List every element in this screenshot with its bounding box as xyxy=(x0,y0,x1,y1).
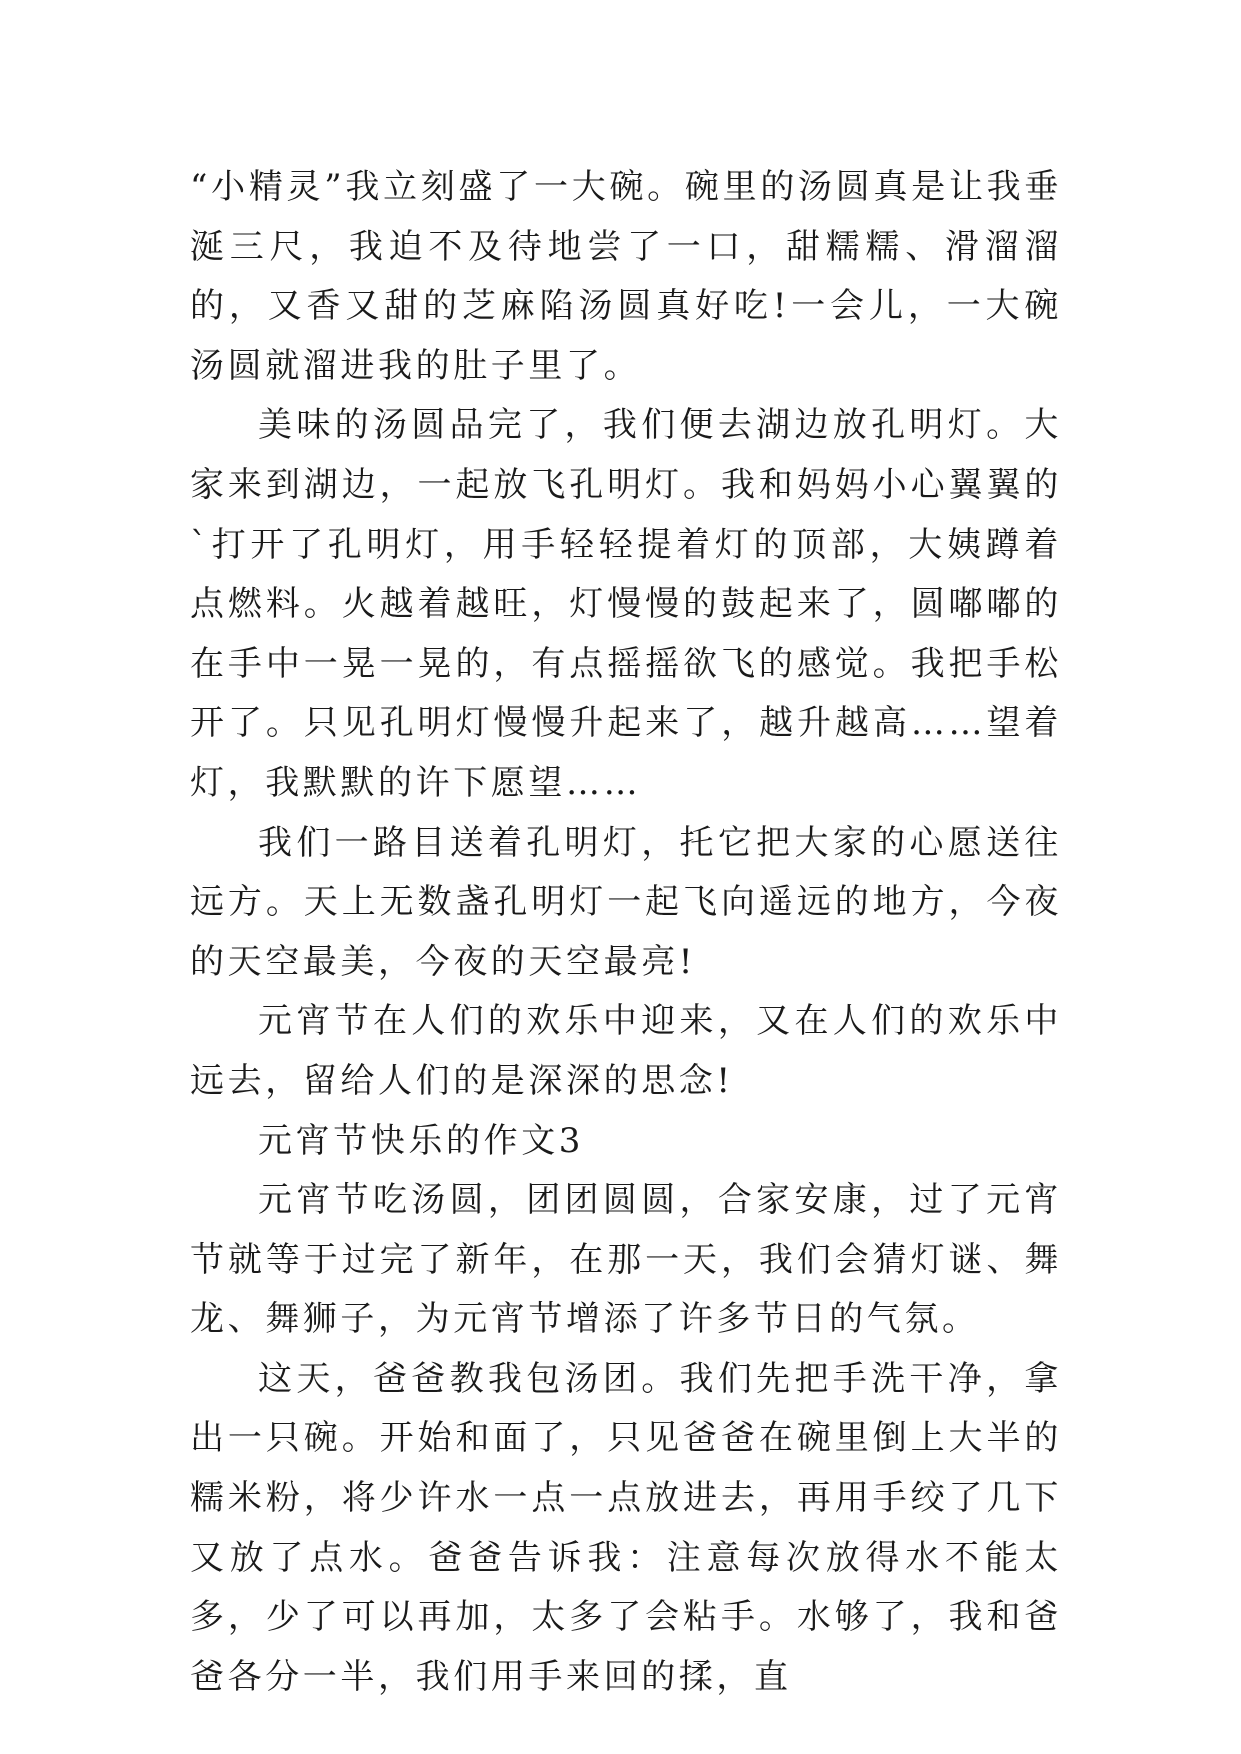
paragraph-lantern: 美味的汤圆品完了，我们便去湖边放孔明灯。大家来到湖边，一起放飞孔明灯。我和妈妈小心翼翼的`打开了孔明灯，用手轻轻提着灯的顶部，大姨蹲着点燃料。火越着越旺，灯慢慢的鼓起来了，圆嘟嘟的在手中一晃一晃的，有点摇摇欲飞的感觉。我把手松开了。只见孔明灯慢慢升起来了，越升越高……望着灯，我默默的许下愿望…… xyxy=(190,405,1062,803)
paragraph-farewell: 元宵节在人们的欢乐中迎来，又在人们的欢乐中远去，留给人们的是深深的思念! xyxy=(190,1001,1062,1101)
paragraph-tangyuan: “小精灵”我立刻盛了一大碗。碗里的汤圆真是让我垂涎三尺，我迫不及待地尝了一口，甜糯糯、滑溜溜的，又香又甜的芝麻陷汤圆真好吃!一会儿，一大碗汤圆就溜进我的肚子里了。 xyxy=(190,167,1062,386)
paragraph-sky: 我们一路目送着孔明灯，托它把大家的心愿送往远方。天上无数盏孔明灯一起飞向遥远的地方，今夜的天空最美，今夜的天空最亮! xyxy=(190,822,1062,982)
paragraph-making-tangyuan: 这天，爸爸教我包汤团。我们先把手洗干净，拿出一只碗。开始和面了，只见爸爸在碗里倒上大半的糯米粉，将少许水一点一点放进去，再用手绞了几下又放了点水。爸爸告诉我：注意每次放得水不能太多，少了可以再加，太多了会粘手。水够了，我和爸爸各分一半，我们用手来回的揉，直 xyxy=(190,1358,1062,1697)
section-heading: 元宵节快乐的作文3 xyxy=(258,1120,585,1161)
document-body xyxy=(190,158,1062,1707)
paragraph-intro: 元宵节吃汤圆，团团圆圆，合家安康，过了元宵节就等于过完了新年，在那一天，我们会猜灯谜、舞龙、舞狮子，为元宵节增添了许多节日的气氛。 xyxy=(190,1180,1062,1340)
